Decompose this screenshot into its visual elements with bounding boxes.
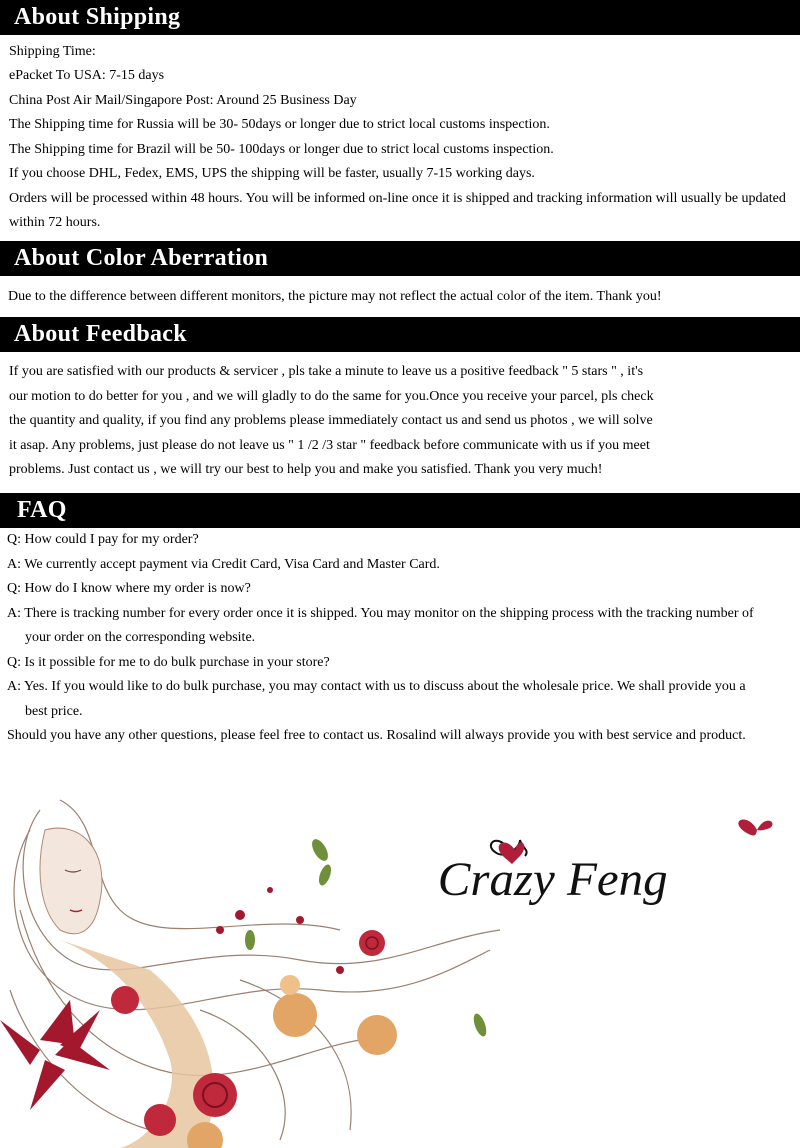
color-heading: About Color Aberration	[0, 241, 800, 276]
faq-line: A: Yes. If you would like to do bulk purchase, you may contact with us to discuss about the wholesale price. We shall provide you a	[7, 679, 746, 694]
shipping-heading: About Shipping	[0, 0, 800, 35]
feedback-line: it asap. Any problems, just please do not leave us " 1 /2 /3 star " feedback before communicate with us if you meet	[9, 438, 650, 453]
faq-heading: FAQ	[0, 493, 800, 528]
floral-illustration	[0, 790, 800, 1148]
color-text: Due to the difference between different monitors, the picture may not reflect the actual color of the item. Thank you!	[8, 289, 662, 304]
shipping-line: ePacket To USA: 7-15 days	[9, 68, 165, 83]
brand-logo: Crazy Feng	[437, 853, 668, 906]
feedback-heading: About Feedback	[0, 317, 800, 352]
shipping-line: Orders will be processed within 48 hours. You will be informed on-line once it is shipped and tracking information will usually be updated	[9, 191, 786, 206]
shipping-line: If you choose DHL, Fedex, EMS, UPS the shipping will be faster, usually 7-15 working days.	[9, 166, 535, 181]
heart-icon	[738, 819, 772, 835]
feedback-line: the quantity and quality, if you find any problems please immediately contact us and send us photos , we will solve	[9, 413, 653, 428]
faq-line: A: There is tracking number for every order once it is shipped. You may monitor on the shipping process with the tracking number of	[7, 606, 754, 621]
faq-line: your order on the corresponding website.	[25, 630, 256, 645]
faq-line: A: We currently accept payment via Credit Card, Visa Card and Master Card.	[7, 557, 440, 572]
shipping-line: within 72 hours.	[9, 215, 101, 230]
feedback-line: problems. Just contact us , we will try our best to help you and make you satisfied. Thank you very much!	[9, 462, 603, 477]
faq-line: best price.	[25, 704, 83, 719]
shipping-line: Shipping Time:	[9, 44, 96, 59]
shipping-line: The Shipping time for Brazil will be 50- 100days or longer due to strict local customs inspection.	[9, 142, 554, 157]
shipping-line: The Shipping time for Russia will be 30- 50days or longer due to strict local customs inspection.	[9, 117, 550, 132]
faq-line: Q: How do I know where my order is now?	[7, 581, 251, 596]
shipping-line: China Post Air Mail/Singapore Post: Around 25 Business Day	[9, 93, 357, 108]
faq-line: Q: How could I pay for my order?	[7, 532, 199, 547]
feedback-line: our motion to do better for you , and we will gladly to do the same for you.Once you receive your parcel, pls check	[9, 389, 654, 404]
faq-line: Should you have any other questions, please feel free to contact us. Rosalind will always provide you with best service and product.	[7, 728, 746, 743]
feedback-line: If you are satisfied with our products & servicer , pls take a minute to leave us a positive feedback " 5 stars " , it's	[9, 364, 644, 379]
faq-line: Q: Is it possible for me to do bulk purchase in your store?	[7, 655, 330, 670]
